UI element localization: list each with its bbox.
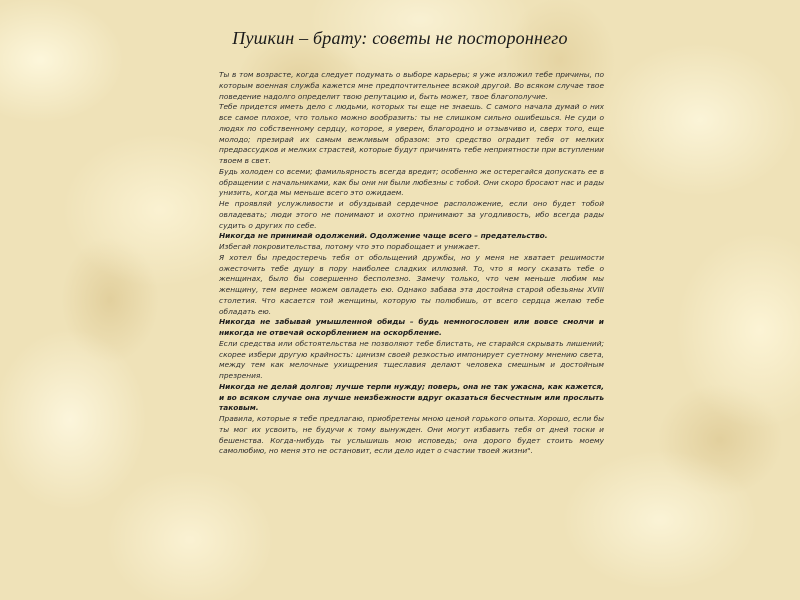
paragraph-patronage: Избегай покровительства, потому что это порабощает и унижает. [219, 242, 481, 251]
paragraph-rules: Правила, которые я тебе предлагаю, приобретены мною ценой горького опыта. Хорошо, если бы ты мог их усвоить, не будучи к тому вынужден. Они могут избавить тебя от дней тоски и бешенства. Когда-нибудь ты услышишь мою исповедь; она дорого будет стоить моему самолюбию, но меня это не остановит, если дело идет о счастии твоей жизни". [219, 414, 604, 456]
letter-text-column [219, 70, 604, 457]
paragraph-people: Тебе придется иметь дело с людьми, которых ты еще не знаешь. С самого начала думай о них все самое плохое, что только можно вообразить: ты не слишком сильно ошибешься. Не суди о людях по собственному сердцу, которое, я уверен, благородно и отзывчиво и, сверх того, еще молодо; презирай их самым вежливым образом: это средство оградит тебя от мелких предрассудков и мелких страстей, которые будут причинять тебе неприятности при вступлении твоем в свет. [219, 102, 604, 165]
page-title: Пушкин – брату: советы не постороннего [232, 28, 568, 48]
paragraph-debts: Никогда не делай долгов; лучше терпи нужду; поверь, она не так ужасна, как кажется, и во всяком случае она лучше неизбежности вдруг оказаться бесчестным или прослыть таковым. [219, 381, 604, 413]
paragraph-career: Ты в том возрасте, когда следует подумать о выборе карьеры; я уже изложил тебе причины, по которым военная служба кажется мне предпочтительнее всякой другой. Во всяком случае твое поведение надолго определит твою репутацию и, быть может, твое благополучие. [219, 70, 604, 101]
paragraph-friendship-women: Я хотел бы предостеречь тебя от обольщений дружбы, но у меня не хватает решимости ожесточить тебе душу в пору наиболее сладких иллюзий. То, что я могу сказать тебе о женщинах, было бы совершенно бесполезно. Замечу только, что чем меньше любим мы женщину, тем вернее можем овладеть ею. Однако забава эта достойна старой обезьяны XVIII столетия. Что касается той женщины, которую ты полюбишь, от всего сердца желаю тебе обладать ею. [219, 252, 604, 316]
paragraph-coldness: Будь холоден со всеми; фамильярность всегда вредит; особенно же остерегайся допускать ее в обращении с начальниками, как бы они ни были любезны с тобой. Они скоро бросают нас и рады унизить, когда мы меньше всего это ожидаем. [219, 166, 604, 198]
paragraph-means: Если средства или обстоятельства не позволяют тебе блистать, не старайся скрывать лишений; скорее избери другую крайность: цинизм своей резкостью импонирует суетному мнению света, между тем как мелочные ухищрения тщеславия делают человека смешным и достойным презрения. [219, 338, 604, 380]
paragraph-favors: Никогда не принимай одолжений. Одолжение чаще всего – предательство. [219, 231, 548, 241]
paragraph-obligingness: Не проявляй услужливости и обуздывай сердечное расположение, если оно будет тобой овладевать; люди этого не понимают и охотно принимают за угодливость, ибо всегда рады судить о других по себе. [219, 199, 604, 230]
paragraph-insults: Никогда не забывай умышленной обиды – будь немногословен или вовсе смолчи и никогда не отвечай оскорблением на оскорбление. [219, 317, 604, 337]
